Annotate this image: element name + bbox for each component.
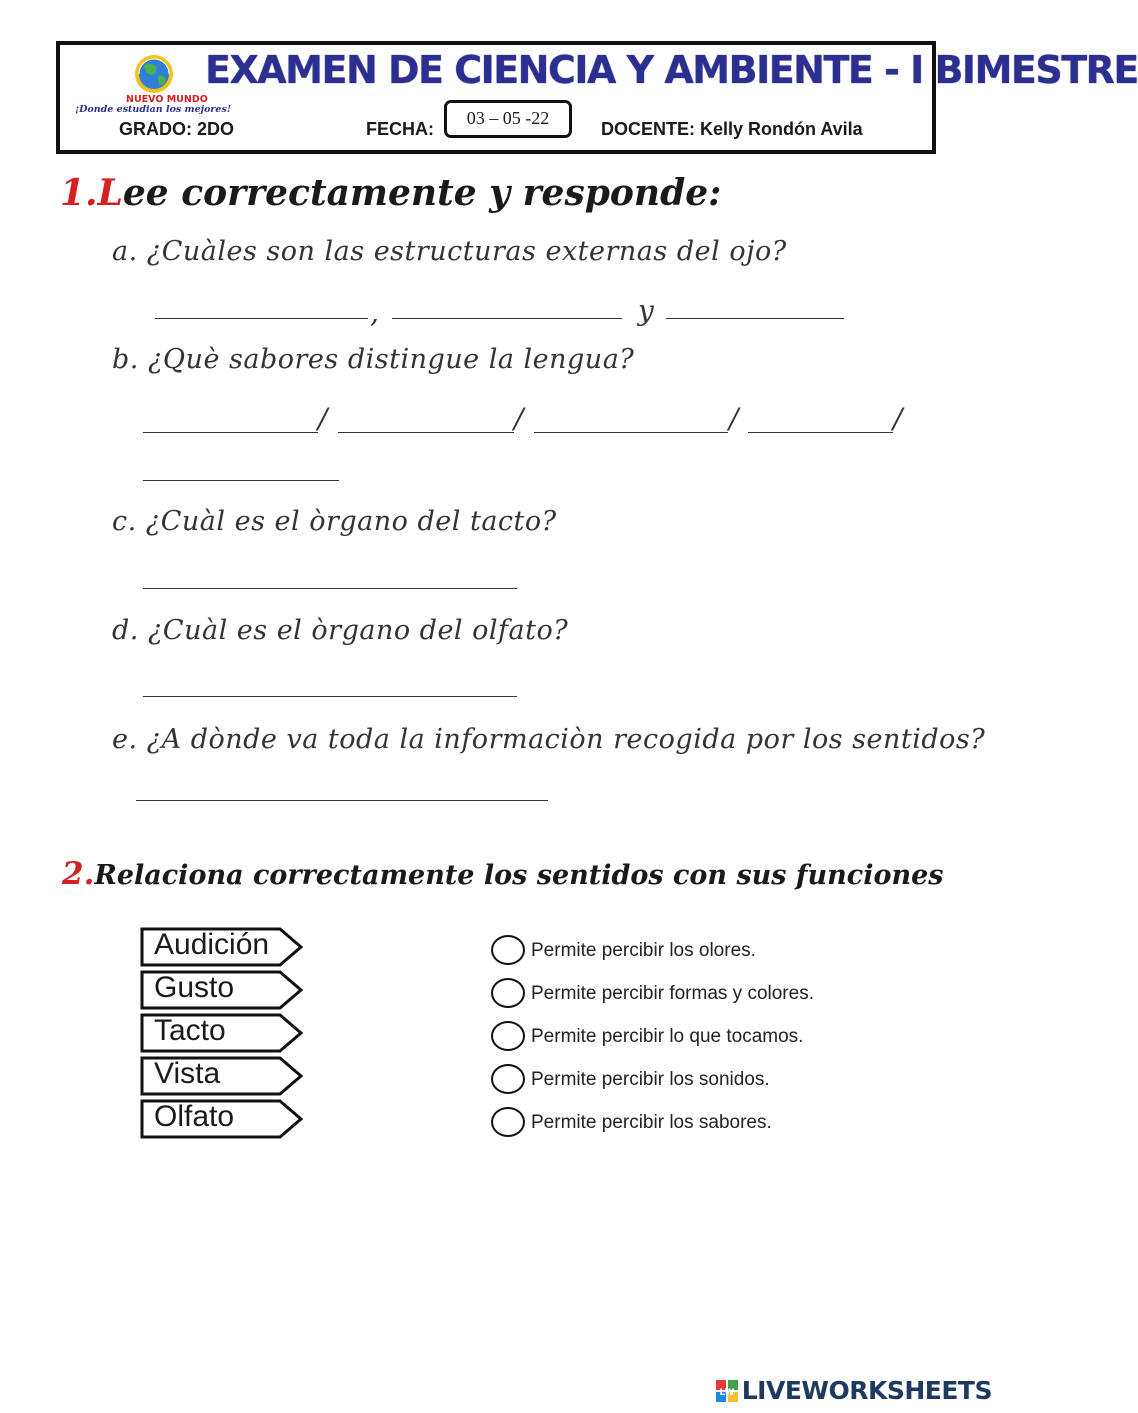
match-circle-5[interactable] [491, 1107, 525, 1137]
logo-letters: LW [719, 1387, 735, 1398]
section1-heading [60, 172, 721, 214]
answer-line-c[interactable] [143, 588, 517, 589]
function-text: Permite percibir los olores. [531, 940, 756, 961]
sense-label: Gusto [154, 971, 235, 1004]
sense-tag-vista[interactable] [140, 1056, 302, 1094]
question-d: d. ¿Cuàl es el òrgano del olfato? [112, 615, 569, 646]
function-text: Permite percibir lo que tocamos. [531, 1026, 804, 1047]
sense-label: Audición [154, 928, 270, 961]
school-name: NUEVO MUNDO [126, 94, 208, 105]
sense-label: Olfato [154, 1100, 235, 1133]
section2-heading [62, 856, 943, 892]
sense-label: Vista [154, 1057, 221, 1090]
slash-separator: / [318, 402, 328, 435]
y-separator: y [638, 294, 654, 327]
sense-tag-tacto[interactable] [140, 1013, 302, 1051]
section2-title: Relaciona correctamente los sentidos con sus funciones [94, 860, 944, 891]
answer-line-b3[interactable] [534, 432, 728, 433]
school-motto: ¡Donde estudian los mejores! [75, 104, 231, 115]
match-circle-2[interactable] [491, 978, 525, 1008]
liveworksheets-brand[interactable] [716, 1376, 992, 1405]
sense-tag-audicion[interactable] [140, 927, 302, 965]
exam-title: EXAMEN DE CIENCIA Y AMBIENTE - I BIMESTRE [205, 48, 1138, 92]
liveworksheets-text: LIVEWORKSHEETS [741, 1376, 992, 1405]
liveworksheets-logo-icon [716, 1380, 738, 1402]
slash-separator: / [514, 402, 524, 435]
function-text: Permite percibir formas y colores. [531, 983, 814, 1004]
answer-line-a1[interactable] [155, 318, 368, 319]
function-text: Permite percibir los sabores. [531, 1112, 772, 1133]
grado-label: GRADO: 2DO [119, 119, 235, 139]
answer-line-b2[interactable] [338, 432, 514, 433]
function-text: Permite percibir los sonidos. [531, 1069, 770, 1090]
slash-separator: / [893, 402, 903, 435]
section1-title: ee correctamente y responde: [122, 172, 722, 214]
docente-label: DOCENTE: Kelly Rondón Avila [601, 119, 863, 139]
answer-line-a3[interactable] [666, 318, 844, 319]
section2-number: 2. [62, 856, 95, 892]
match-circle-1[interactable] [491, 935, 525, 965]
fecha-label: FECHA: [366, 119, 434, 139]
sense-tag-gusto[interactable] [140, 970, 302, 1008]
question-b: b. ¿Què sabores distingue la lengua? [112, 344, 635, 375]
match-circle-3[interactable] [491, 1021, 525, 1051]
sense-tag-olfato[interactable] [140, 1099, 302, 1137]
question-e: e. ¿A dònde va toda la informaciòn recogida por los sentidos? [112, 724, 986, 755]
section1-initial: L [97, 172, 123, 214]
question-c: c. ¿Cuàl es el òrgano del tacto? [112, 506, 557, 537]
fecha-value: 03 – 05 -22 [444, 100, 572, 138]
answer-line-d[interactable] [143, 696, 517, 697]
answer-line-b4[interactable] [748, 432, 893, 433]
sense-label: Tacto [154, 1014, 226, 1047]
answer-line-a2[interactable] [392, 318, 622, 319]
section1-number: 1. [60, 172, 98, 214]
match-circle-4[interactable] [491, 1064, 525, 1094]
comma-separator: , [370, 296, 379, 329]
answer-line-b5[interactable] [143, 480, 339, 481]
answer-line-b1[interactable] [143, 432, 318, 433]
slash-separator: / [729, 402, 739, 435]
answer-line-e[interactable] [136, 800, 548, 801]
question-a: a. ¿Cuàles son las estructuras externas del ojo? [112, 236, 787, 267]
